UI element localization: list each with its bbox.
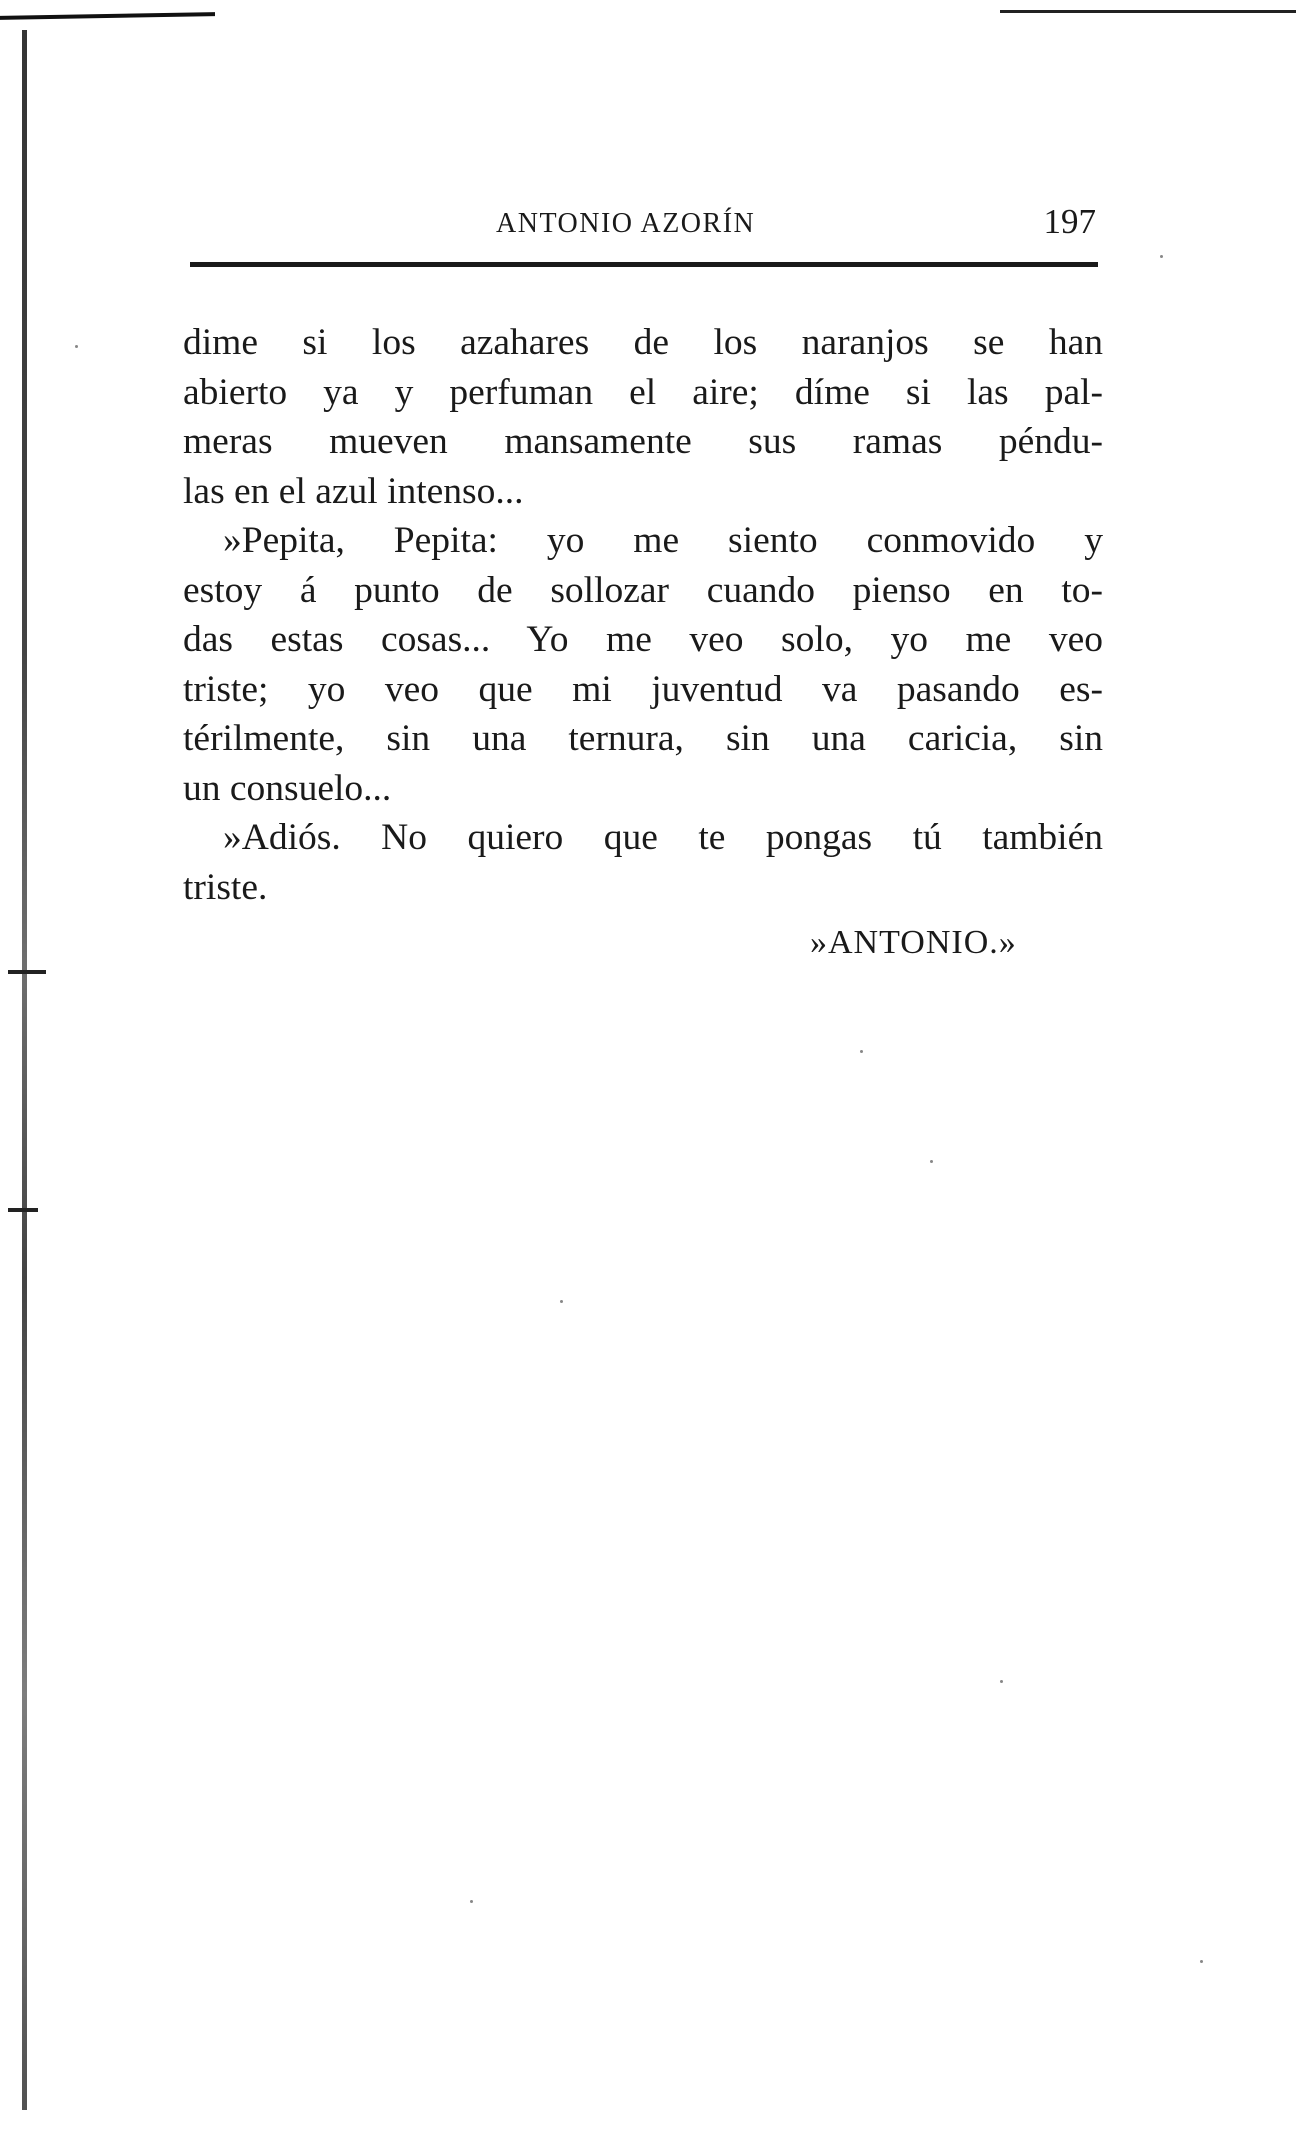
header-rule	[190, 262, 1098, 267]
scan-speck	[1160, 255, 1163, 258]
text-line: estoy á punto de sollozar cuando pienso en to-	[183, 569, 1103, 611]
binding-edge	[22, 30, 27, 2110]
text-line: las en el azul intenso...	[183, 470, 524, 512]
scan-speck	[560, 1300, 563, 1303]
scan-speck	[470, 1900, 473, 1903]
text-line: térilmente, sin una ternura, sin una caricia, sin	[183, 718, 1103, 759]
page-number: 197	[1043, 202, 1096, 241]
scan-edge-top-left	[0, 12, 215, 42]
scan-speck	[1000, 1680, 1003, 1683]
text-line: triste.	[183, 866, 268, 908]
scan-edge-top-right	[1000, 10, 1296, 13]
text-line: »Adiós. No quiero que te pongas tú también	[223, 817, 1103, 858]
running-head: ANTONIO AZORÍN	[496, 208, 756, 239]
scan-speck	[930, 1160, 933, 1163]
binding-mark	[8, 970, 46, 974]
page-header	[186, 200, 1104, 260]
signature: »ANTONIO.»	[810, 924, 1017, 961]
text-line: triste; yo veo que mi juventud va pasando es-	[183, 668, 1103, 710]
scan-speck	[860, 1050, 863, 1053]
scan-speck	[75, 345, 78, 348]
text-line: un consuelo...	[183, 767, 392, 809]
binding-mark	[8, 1208, 38, 1212]
text-line: meras mueven mansamente sus ramas péndu-	[183, 421, 1103, 462]
text-line: »Pepita, Pepita: yo me siento conmovido y	[223, 520, 1103, 561]
text-line: abierto ya y perfuman el aire; díme si las pal-	[183, 371, 1103, 413]
text-line: dime si los azahares de los naranjos se han	[183, 322, 1103, 363]
scan-speck	[1200, 1960, 1203, 1963]
body-text	[183, 318, 1103, 912]
text-line: das estas cosas... Yo me veo solo, yo me veo	[183, 619, 1103, 660]
